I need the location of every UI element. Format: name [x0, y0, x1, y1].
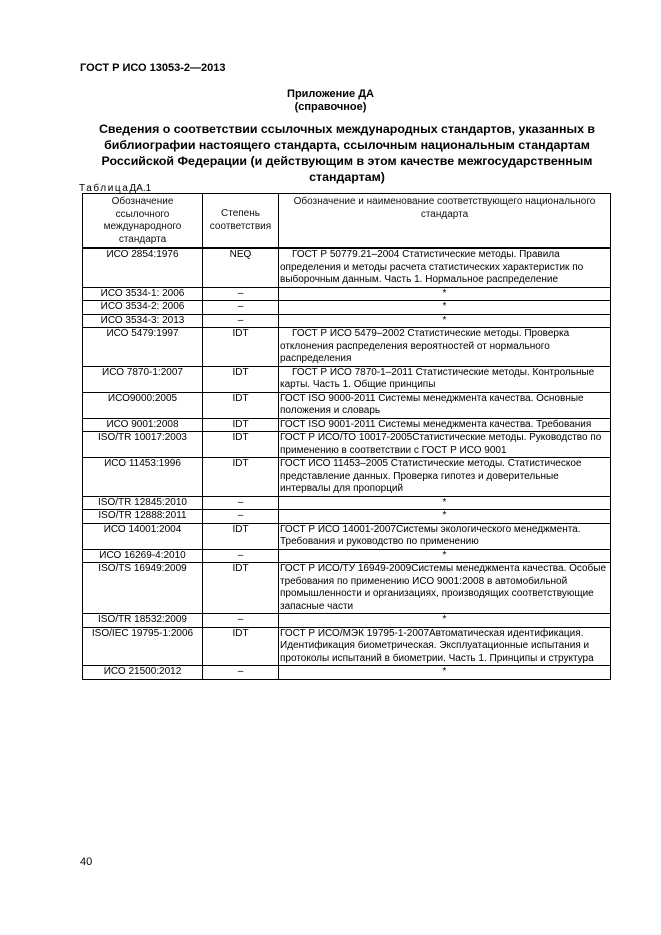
- table-body: [83, 248, 611, 679]
- standards-table: [82, 193, 611, 680]
- conformity-degree-cell: IDT: [203, 392, 279, 418]
- table-row: [83, 614, 611, 628]
- intl-standard-cell: ИСО 9001:2008: [83, 418, 203, 432]
- national-standard-cell: ГОСТ Р ИСО 14001-2007Системы экологического менеджмента. Требования и руководство по применению: [279, 523, 611, 549]
- national-standard-cell: ГОСТ ISO 9000-2011 Системы менеджмента качества. Основные положения и словарь: [279, 392, 611, 418]
- table-row: [83, 287, 611, 301]
- conformity-degree-cell: –: [203, 314, 279, 328]
- intl-standard-cell: ISO/TR 10017:2003: [83, 432, 203, 458]
- intl-standard-cell: ISO/TS 16949:2009: [83, 563, 203, 614]
- table-row: [83, 328, 611, 367]
- intl-standard-cell: ИСО 14001:2004: [83, 523, 203, 549]
- national-standard-cell: ГОСТ ISO 9001-2011 Системы менеджмента качества. Требования: [279, 418, 611, 432]
- table-row: [83, 392, 611, 418]
- table-row: [83, 248, 611, 287]
- conformity-degree-cell: –: [203, 287, 279, 301]
- intl-standard-cell: ISO/TR 18532:2009: [83, 614, 203, 628]
- conformity-degree-cell: –: [203, 614, 279, 628]
- table-row: [83, 458, 611, 497]
- table-label-prefix: Таблица: [79, 183, 130, 194]
- national-standard-cell: ГОСТ Р ИСО 7870-1–2011 Статистические методы. Контрольные карты. Часть 1. Общие принципы: [279, 366, 611, 392]
- table-row: [83, 314, 611, 328]
- national-standard-cell: *: [279, 301, 611, 315]
- table-row: [83, 523, 611, 549]
- section-heading: Сведения о соответствии ссылочных международных стандартов, указанных в библиографии настоящего стандарта, ссылочным национальным стандартам Российской Федерации (и действующим в этом качестве межгосударственным стандартам): [98, 122, 596, 184]
- col-header-intl: Обозначение ссылочного международного стандарта: [83, 194, 203, 249]
- table-row: [83, 496, 611, 510]
- conformity-degree-cell: NEQ: [203, 248, 279, 287]
- intl-standard-cell: ИСО 2854:1976: [83, 248, 203, 287]
- intl-standard-cell: ИСО 21500:2012: [83, 666, 203, 680]
- conformity-degree-cell: IDT: [203, 523, 279, 549]
- table-row: [83, 666, 611, 680]
- conformity-degree-cell: IDT: [203, 458, 279, 497]
- conformity-degree-cell: –: [203, 496, 279, 510]
- national-standard-cell: ГОСТ Р ИСО/ТО 10017-2005Статистические методы. Руководство по применению в соответствии с ГОСТ Р ИСО 9001: [279, 432, 611, 458]
- intl-standard-cell: ISO/TR 12888:2011: [83, 510, 203, 524]
- intl-standard-cell: ИСО 16269-4:2010: [83, 549, 203, 563]
- table-row: [83, 627, 611, 666]
- conformity-degree-cell: IDT: [203, 563, 279, 614]
- intl-standard-cell: ISO/IEC 19795-1:2006: [83, 627, 203, 666]
- table-row: [83, 563, 611, 614]
- national-standard-cell: ГОСТ Р 50779.21–2004 Статистические методы. Правила определения и методы расчета статистических характеристик по выборочным данным. Часть 1. Нормальное распределение: [279, 248, 611, 287]
- document-code: ГОСТ Р ИСО 13053-2—2013: [80, 62, 226, 74]
- intl-standard-cell: ИСО 11453:1996: [83, 458, 203, 497]
- national-standard-cell: ГОСТ Р ИСО/МЭК 19795-1-2007Автоматическая идентификация. Идентификация биометрическая. Эксплуатационные испытания и протоколы испытаний в биометрии. Часть 1. Принципы и структура: [279, 627, 611, 666]
- conformity-degree-cell: IDT: [203, 366, 279, 392]
- intl-standard-cell: ИСО 5479:1997: [83, 328, 203, 367]
- conformity-degree-cell: IDT: [203, 627, 279, 666]
- intl-standard-cell: ИСО 3534-2: 2006: [83, 301, 203, 315]
- table-row: [83, 432, 611, 458]
- national-standard-cell: *: [279, 666, 611, 680]
- intl-standard-cell: ИСО 3534-3: 2013: [83, 314, 203, 328]
- table-row: [83, 301, 611, 315]
- table-row: [83, 549, 611, 563]
- table-row: [83, 510, 611, 524]
- conformity-degree-cell: IDT: [203, 432, 279, 458]
- national-standard-cell: *: [279, 549, 611, 563]
- page-number: 40: [80, 856, 93, 868]
- national-standard-cell: *: [279, 496, 611, 510]
- intl-standard-cell: ISO/TR 12845:2010: [83, 496, 203, 510]
- national-standard-cell: *: [279, 510, 611, 524]
- col-header-national: Обозначение и наименование соответствующего национального стандарта: [279, 194, 611, 249]
- national-standard-cell: *: [279, 314, 611, 328]
- appendix-subtitle: (справочное): [294, 101, 367, 113]
- intl-standard-cell: ИСО 7870-1:2007: [83, 366, 203, 392]
- intl-standard-cell: ИСО 3534-1: 2006: [83, 287, 203, 301]
- conformity-degree-cell: IDT: [203, 328, 279, 367]
- national-standard-cell: *: [279, 287, 611, 301]
- conformity-degree-cell: –: [203, 510, 279, 524]
- national-standard-cell: ГОСТ Р ИСО 5479–2002 Статистические методы. Проверка отклонения распределения вероятностей от нормального распределения: [279, 328, 611, 367]
- national-standard-cell: ГОСТ ИСО 11453–2005 Статистические методы. Статистическое представление данных. Проверка гипотез и доверительные интервалы для пропорций: [279, 458, 611, 497]
- conformity-degree-cell: IDT: [203, 418, 279, 432]
- conformity-degree-cell: –: [203, 301, 279, 315]
- table-row: [83, 366, 611, 392]
- col-header-degree: Степень соответствия: [203, 194, 279, 249]
- conformity-degree-cell: –: [203, 666, 279, 680]
- conformity-degree-cell: –: [203, 549, 279, 563]
- table-header-row: [83, 194, 611, 249]
- national-standard-cell: *: [279, 614, 611, 628]
- table-label-number: ДА.1: [129, 183, 152, 194]
- appendix-title: Приложение ДА: [287, 88, 374, 100]
- national-standard-cell: ГОСТ Р ИСО/ТУ 16949-2009Системы менеджмента качества. Особые требования по применению ИСО 9001:2008 в автомобильной промышленности и организациях, производящих соответствующие запасные части: [279, 563, 611, 614]
- intl-standard-cell: ИСО9000:2005: [83, 392, 203, 418]
- table-row: [83, 418, 611, 432]
